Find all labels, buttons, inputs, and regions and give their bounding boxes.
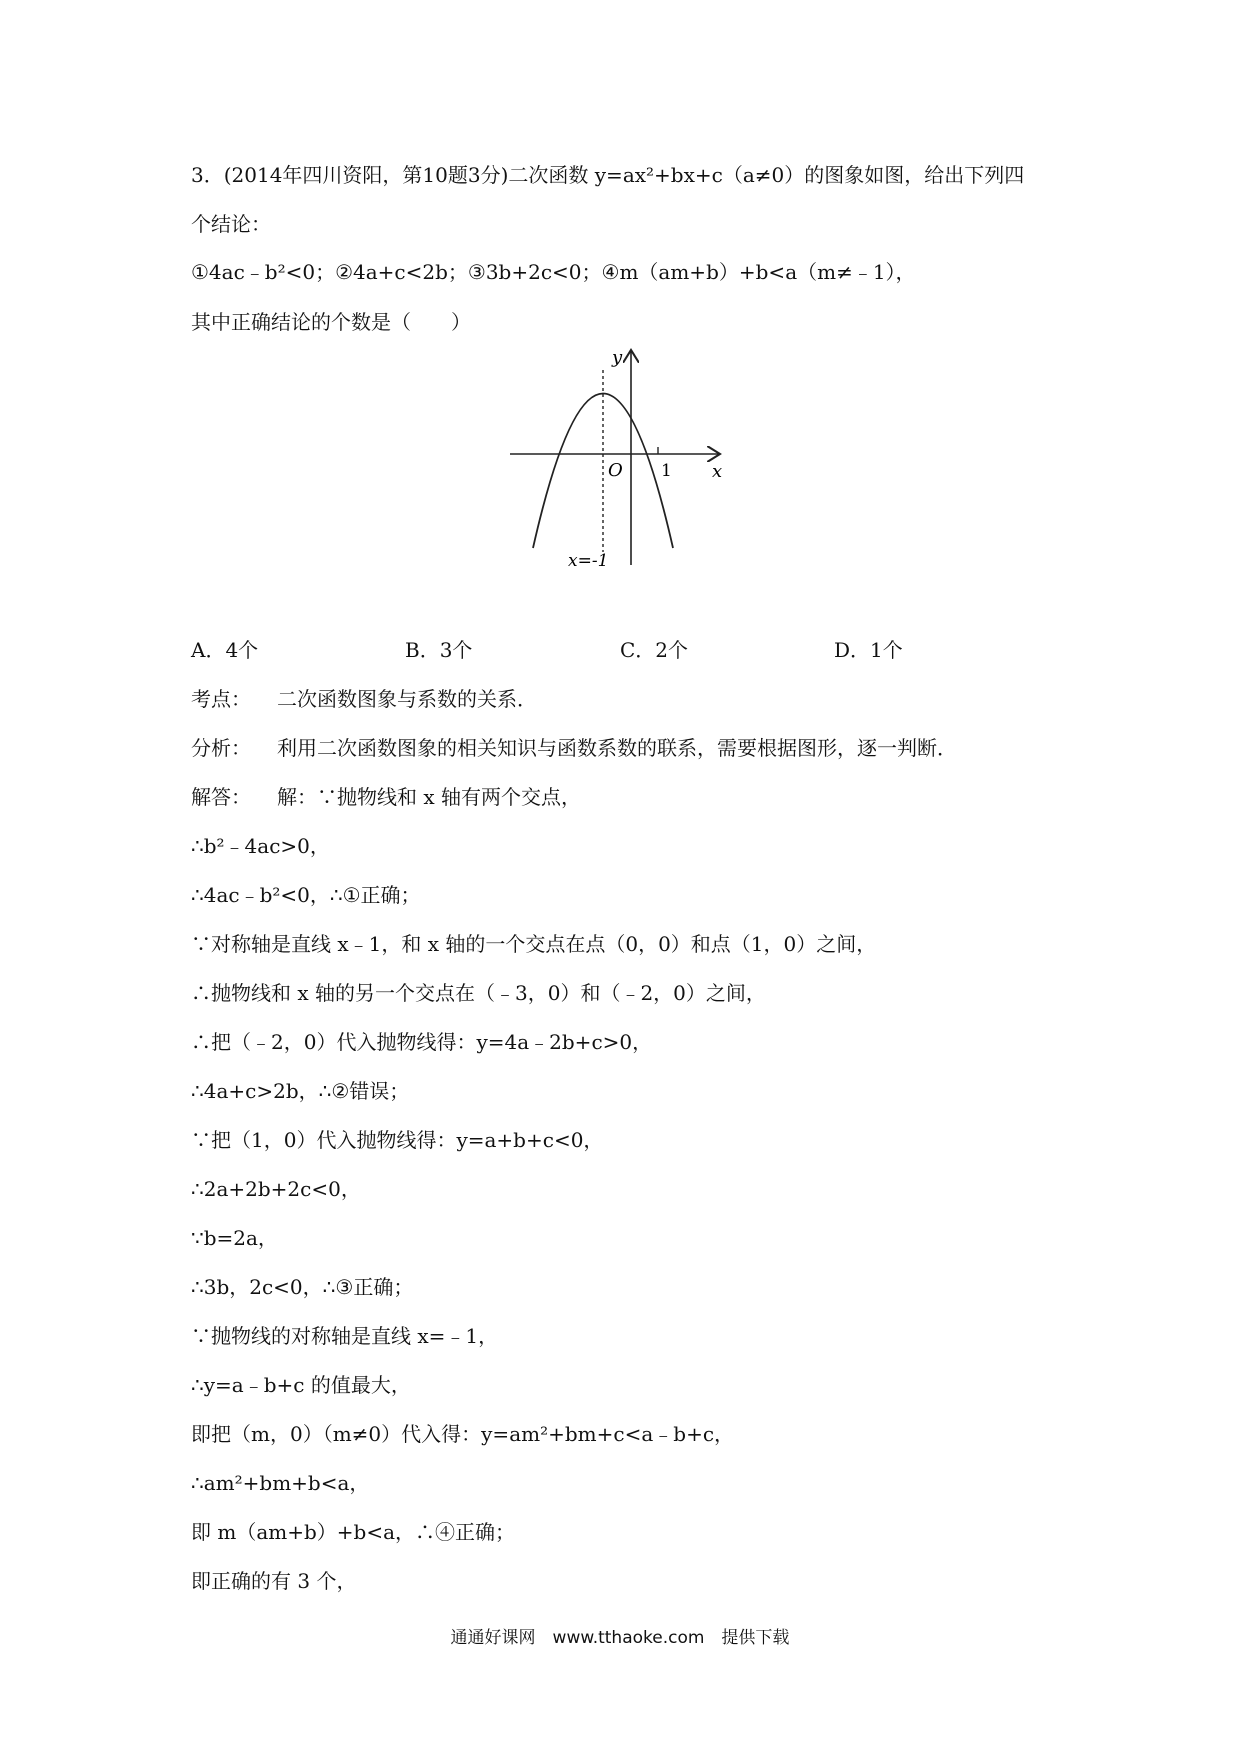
- kaodian-row: [191, 685, 537, 713]
- option-a: A．4个: [191, 638, 259, 662]
- solution-line: ∴4a+c>2b，∴②错误；: [191, 1079, 410, 1103]
- origin-label: O: [608, 460, 623, 481]
- solution-line: ∴抛物线和 x 轴的另一个交点在（﹣3，0）和（﹣2，0）之间，: [191, 981, 766, 1005]
- fenxi-row: [191, 734, 957, 762]
- parabola-curve: [533, 394, 673, 549]
- solution-line: ∴b²﹣4ac>0，: [191, 834, 330, 858]
- solution-line: ∴把（﹣2，0）代入抛物线得：y=4a﹣2b+c>0，: [191, 1030, 653, 1054]
- solution-line: 即 m（am+b）+b<a，∴④正确；: [191, 1520, 516, 1544]
- jieda-text: 解：∵抛物线和 x 轴有两个交点，: [277, 785, 581, 809]
- fenxi-label: 分析：: [191, 736, 251, 760]
- option-d: D．1个: [834, 638, 903, 662]
- solution-line: ∵把（1，0）代入抛物线得：y=a+b+c<0，: [191, 1128, 604, 1152]
- tick-label-1: 1: [661, 461, 672, 481]
- solution-line: ∵抛物线的对称轴是直线 x=﹣1，: [191, 1324, 499, 1348]
- kaodian-label: 考点：: [191, 687, 251, 711]
- solution-line: ∴3b，2c<0，∴③正确；: [191, 1275, 414, 1299]
- question-prompt: 其中正确结论的个数是（ ）: [191, 310, 471, 334]
- jieda-row: [191, 783, 581, 811]
- kaodian-text: 二次函数图象与系数的关系．: [277, 687, 537, 711]
- fenxi-text: 利用二次函数图象的相关知识与函数系数的联系，需要根据图形，逐一判断．: [277, 736, 957, 760]
- y-axis-label: y: [612, 347, 623, 368]
- solution-line: ∴y=a﹣b+c 的值最大，: [191, 1373, 411, 1397]
- solution-line: ∴am²+bm+b<a，: [191, 1471, 370, 1495]
- parabola-figure: [500, 340, 740, 580]
- solution-line: ∵对称轴是直线 x﹣1，和 x 轴的一个交点在点（0，0）和点（1，0）之间，: [191, 932, 877, 956]
- x-axis-label: x: [712, 461, 723, 482]
- question-line-2: 个结论：: [191, 212, 271, 236]
- solution-line: ∴2a+2b+2c<0，: [191, 1177, 361, 1201]
- jieda-label: 解答：: [191, 785, 251, 809]
- solution-line: 即把（m，0）（m≠0）代入得：y=am²+bm+c<a﹣b+c，: [191, 1422, 735, 1446]
- solution-line: 即正确的有 3 个，: [191, 1569, 357, 1593]
- question-statements: ①4ac﹣b²<0；②4a+c<2b；③3b+2c<0；④m（am+b）+b<a（m≠﹣1），: [191, 260, 916, 284]
- option-b: B．3个: [405, 638, 473, 662]
- option-c: C．2个: [620, 638, 689, 662]
- page-footer: 通通好课网 www.tthaoke.com 提供下载: [450, 1628, 790, 1648]
- question-line-1: 3．(2014年四川资阳，第10题3分)二次函数 y=ax²+bx+c（a≠0）的图象如图，给出下列四: [191, 163, 1025, 187]
- solution-line: ∴4ac﹣b²<0，∴①正确；: [191, 883, 421, 907]
- symmetry-axis-label: x=-1: [568, 551, 609, 571]
- solution-line: ∵b=2a，: [191, 1226, 278, 1250]
